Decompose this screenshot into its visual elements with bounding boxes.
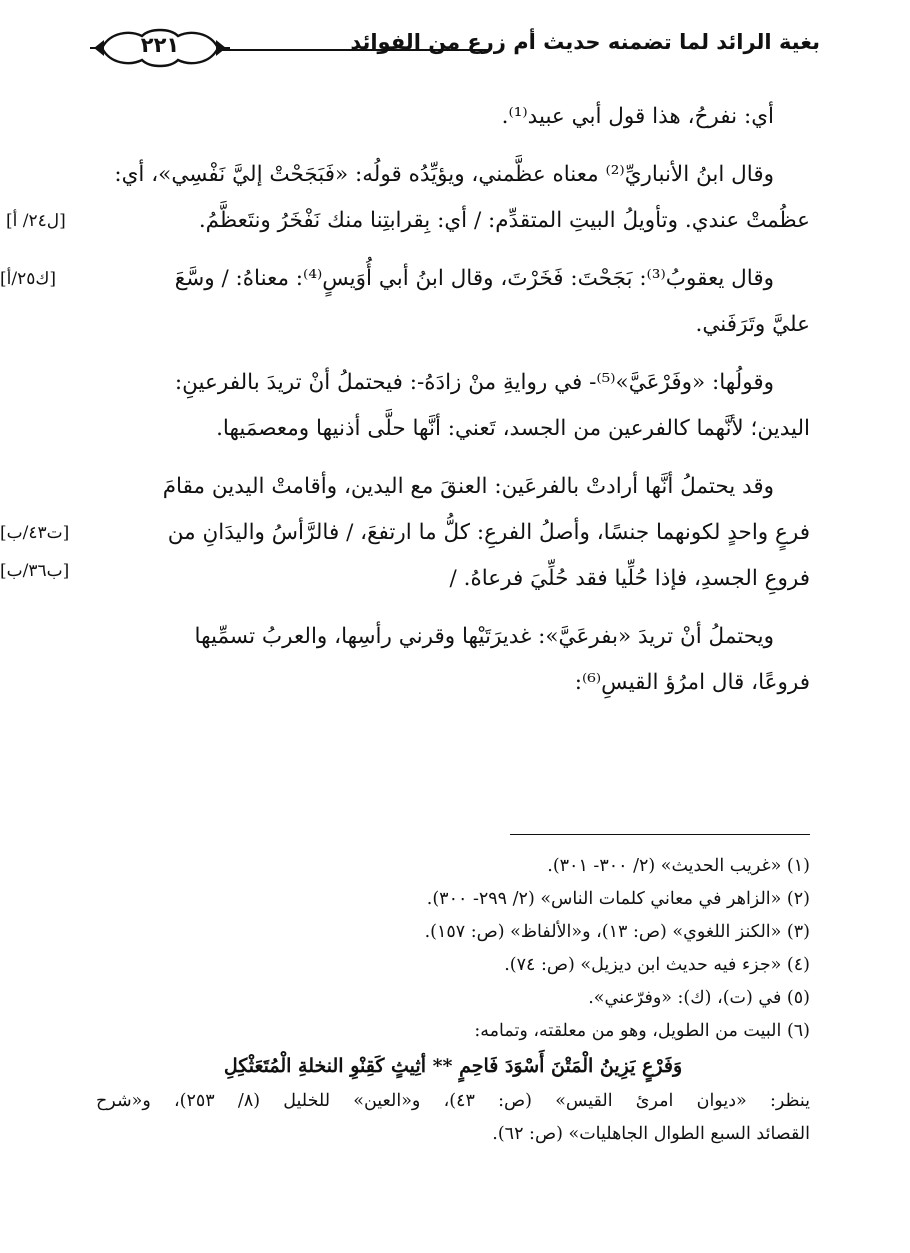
text-line-content: فرعٍ واحدٍ لكونهما جنسًا، وأصلُ الفرعِ: كلُّ ما ارتفعَ، / فالرَّأسُ واليدَانِ من — [167, 520, 810, 545]
main-text — [0, 94, 810, 718]
paragraph-5 — [0, 464, 810, 602]
page-header — [90, 22, 820, 74]
text-line-content: وقال يعقوبُ⁽³⁾: بَجَحْتَ: فَخَرْتَ، وقال ابنُ أبي أُوَيسٍ⁽⁴⁾: معناهُ: / وسَّعَ — [174, 266, 774, 291]
manuscript-marker: [ك٢٥/أ] — [0, 269, 57, 289]
text-line — [0, 556, 810, 602]
page-number: ٢٢١ — [140, 33, 180, 57]
manuscript-marker: [ت٤٣/ب] — [0, 523, 70, 543]
text-line: عليَّ وتَرَفَني. — [695, 312, 810, 337]
text-line: وقولُها: «وفَرْعَيَّ»⁽⁵⁾- في روايةِ منْ زادَهُ-: فيحتملُ أنْ تريدَ بالفرعينِ: — [174, 370, 774, 395]
text-line: وقد يحتملُ أنَّها أرادتْ بالفرعَين: العنقَ مع اليدين، وأقامتْ اليدين مقامَ — [162, 474, 774, 499]
manuscript-marker: [ل٢٤/ أ] — [6, 211, 66, 231]
footnote-1: (١) «غريب الحديث» (٢/ ٣٠٠- ٣٠١). — [547, 856, 810, 876]
text-line: اليدين؛ لأنَّهما كالفرعين من الجسد، تَعني: أنَّها حلَّى أذنيها ومعصمَيها. — [216, 416, 810, 441]
manuscript-marker: [ب٣٦/ب] — [0, 561, 70, 581]
footnote-5: (٥) في (ت)، (ك): «وفرّعني». — [588, 988, 810, 1008]
text-line — [0, 256, 810, 302]
paragraph-1 — [6, 94, 810, 140]
footnote-4: (٤) «جزء فيه حديث ابن ديزيل» (ص: ٧٤). — [504, 955, 810, 975]
paragraph-2 — [6, 152, 810, 244]
text-line-content: فروعِ الجسدِ، فإذا حُلِّيا فقد حُلِّيَ فرعاهُ. / — [449, 566, 810, 591]
text-line: فروعًا، قال امرُؤ القيسِ⁽⁶⁾: — [574, 670, 810, 695]
running-title: بغية الرائد لما تضمنه حديث أم زرع من الفوائد — [350, 30, 820, 54]
footnote-2: (٢) «الزاهر في معاني كلمات الناس» (٢/ ٢٩٩- ٣٠٠). — [426, 889, 810, 909]
text-line — [0, 510, 810, 556]
text-line: وقال ابنُ الأنباريِّ⁽²⁾ معناه عظَّمني، ويؤيِّدُه قولُه: «فَبَجَحْتْ إليَّ نَفْسِي»، أي: — [114, 162, 774, 187]
text-line: ويحتملُ أنْ تريدَ «بفرعَيَّ»: غديرَتَيْها وقرني رأسِها، والعربُ تسمِّيها — [194, 624, 774, 649]
footnote-6: (٦) البيت من الطويل، وهو من معلقته، وتمامه: — [474, 1021, 810, 1041]
text-line-content: عظُمتْ عندي. وتأويلُ البيتِ المتقدِّم: / أي: بِقرابتِنا منك نَفْخَرُ ونتَعظَّمُ. — [198, 208, 810, 233]
footnote-separator — [510, 834, 810, 835]
paragraph-4 — [6, 360, 810, 452]
poetry-verse: وَفَرْعٍ يَزِينُ الْمَتْنَ أَسْوَدَ فَاحِمٍ ** أثِيثٍ كَقِنْوِ النخلةِ الْمُتَعَثْكِلِ — [223, 1055, 683, 1077]
footnote-3: (٣) «الكنز اللغوي» (ص: ١٣)، و«الألفاظ» (ص: ١٥٧). — [424, 922, 810, 942]
footnotes — [96, 850, 810, 1151]
text-line — [6, 198, 810, 244]
footnote-6-reference: القصائد السبع الطوال الجاهليات» (ص: ٦٢). — [492, 1124, 810, 1144]
paragraph-3 — [0, 256, 810, 348]
paragraph-6 — [6, 614, 810, 706]
text-line: أي: نفرحُ، هذا قول أبي عبيد⁽¹⁾. — [501, 104, 774, 129]
header-rule — [220, 49, 490, 51]
footnote-6-reference: ينظر: «ديوان امرئ القيس» (ص: ٤٣)، و«العين» للخليل (٨/ ٢٥٣)، و«شرح — [96, 1091, 811, 1111]
